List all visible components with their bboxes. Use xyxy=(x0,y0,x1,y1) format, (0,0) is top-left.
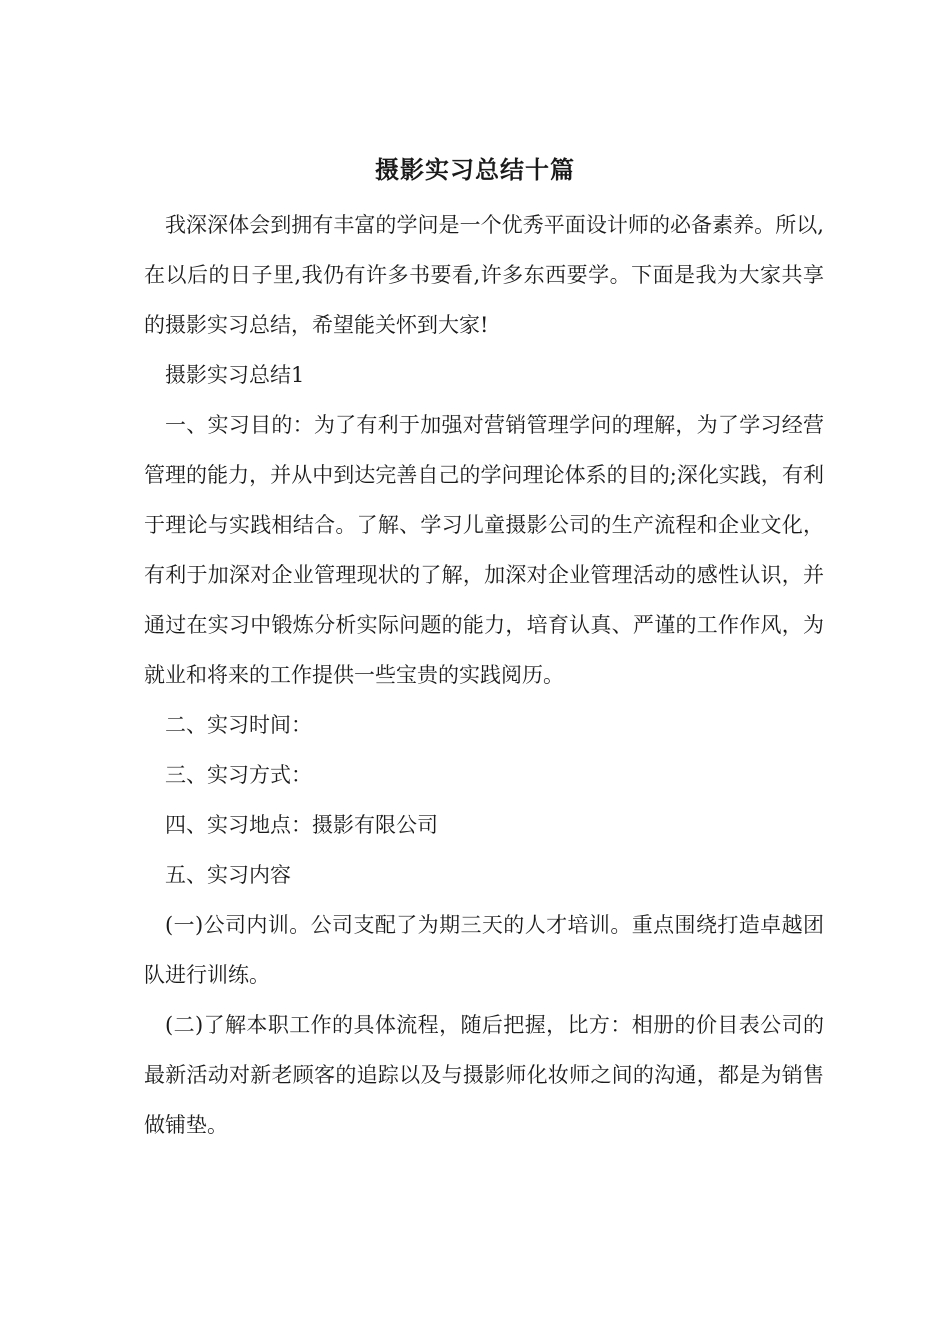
paragraph-method: 三、实习方式： xyxy=(165,763,312,787)
document-body xyxy=(144,200,824,1150)
paragraph-workflow: (二)了解本职工作的具体流程，随后把握，比方：相册的价目表公司的最新活动对新老顾客的追踪以及与摄影师化妆师之间的沟通，都是为销售做铺垫。 xyxy=(144,1013,824,1137)
paragraph-intro: 我深深体会到拥有丰富的学问是一个优秀平面设计师的必备素养。所以,在以后的日子里,我仍有许多书要看,许多东西要学。下面是我为大家共享的摄影实习总结，希望能关怀到大家! xyxy=(144,213,824,337)
paragraph-section-heading: 摄影实习总结1 xyxy=(165,363,305,387)
paragraph-content-heading: 五、实习内容 xyxy=(165,863,291,887)
paragraph-time: 二、实习时间： xyxy=(165,713,312,737)
paragraph-location: 四、实习地点：摄影有限公司 xyxy=(165,813,438,837)
paragraph-purpose: 一、实习目的：为了有利于加强对营销管理学问的理解，为了学习经营管理的能力，并从中到达完善自己的学问理论体系的目的;深化实践，有利于理论与实践相结合。了解、学习儿童摄影公司的生产流程和企业文化，有利于加深对企业管理现状的了解，加深对企业管理活动的感性认识，并通过在实习中锻炼分析实际问题的能力，培育认真、严谨的工作作风，为就业和将来的工作提供一些宝贵的实践阅历。 xyxy=(144,413,824,687)
document-title: 摄影实习总结十篇 xyxy=(375,156,575,184)
paragraph-training: (一)公司内训。公司支配了为期三天的人才培训。重点围绕打造卓越团队进行训练。 xyxy=(144,913,824,987)
